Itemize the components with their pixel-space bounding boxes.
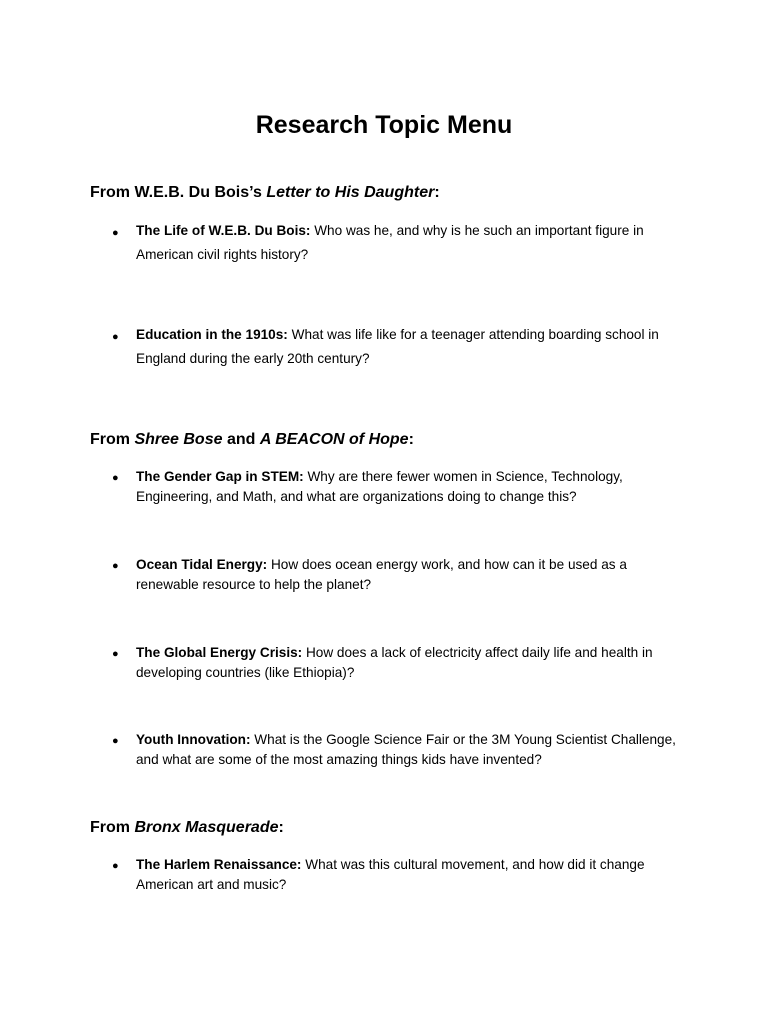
topic-item-text [136,219,682,267]
topic-label: Youth Innovation: [136,732,251,747]
bullet-icon: ● [112,860,119,872]
topic-label: The Gender Gap in STEM: [136,469,304,484]
topic-label: The Global Energy Crisis: [136,645,303,660]
bullet-icon: ● [112,648,119,660]
topic-question: Why are there fewer women in Science, Technology, Engineering, and Math, and what are organizations doing to change this? [136,469,623,504]
topic-label: Education in the 1910s: [136,327,288,342]
topic-item-harlem-renaissance [112,855,682,894]
section-heading-work-title: A BEACON of Hope [259,431,409,448]
page-title: Research Topic Menu [255,111,513,139]
topic-item-text [136,643,682,682]
topic-item-youth-innovation [112,730,682,769]
section-heading-prefix: From [90,819,135,836]
bullet-icon: ● [112,735,119,747]
topic-question: What was life like for a teenager attending boarding school in England during the early 20th century? [136,327,659,366]
topic-label: The Harlem Renaissance: [136,857,302,872]
section-heading-suffix: : [278,819,284,836]
section-heading-du-bois [90,182,440,204]
section-heading-prefix: From [90,431,135,448]
topic-item-education-1910s [112,323,682,371]
topic-item-text [136,730,682,769]
bullet-icon: ● [112,227,119,239]
section-heading-work-title: Letter to His Daughter [266,184,435,201]
topic-label: Ocean Tidal Energy: [136,557,268,572]
topic-question: How does a lack of electricity affect daily life and health in developing countries (like Ethiopia)? [136,645,653,680]
topic-label: The Life of W.E.B. Du Bois: [136,223,311,238]
topic-item-ocean-tidal-energy [112,555,682,594]
section-heading-work-title: Bronx Masquerade [134,819,279,836]
section-heading-work-title: Shree Bose [134,431,223,448]
section-heading-conjunction: and [222,431,260,448]
bullet-icon: ● [112,560,119,572]
section-heading-suffix: : [434,184,440,201]
bullet-icon: ● [112,472,119,484]
topic-item-text [136,323,682,371]
section-heading-shree-bose [90,429,414,451]
topic-item-gender-gap-stem [112,467,682,506]
bullet-icon: ● [112,331,119,343]
topic-question: Who was he, and why is he such an important figure in American civil rights history? [136,223,644,262]
topic-question: What was this cultural movement, and how did it change American art and music? [136,857,645,892]
topic-item-life-of-du-bois [112,219,682,267]
topic-question: How does ocean energy work, and how can it be used as a renewable resource to help the planet? [136,557,627,592]
section-heading-bronx-masquerade [90,817,284,839]
topic-question: What is the Google Science Fair or the 3M Young Scientist Challenge, and what are some of the most amazing things kids have invented? [136,732,676,767]
section-heading-suffix: : [408,431,414,448]
section-heading-prefix: From W.E.B. Du Bois’s [90,184,267,201]
topic-item-text [136,855,682,894]
topic-item-text [136,467,682,506]
topic-item-global-energy-crisis [112,643,682,682]
topic-item-text [136,555,682,594]
